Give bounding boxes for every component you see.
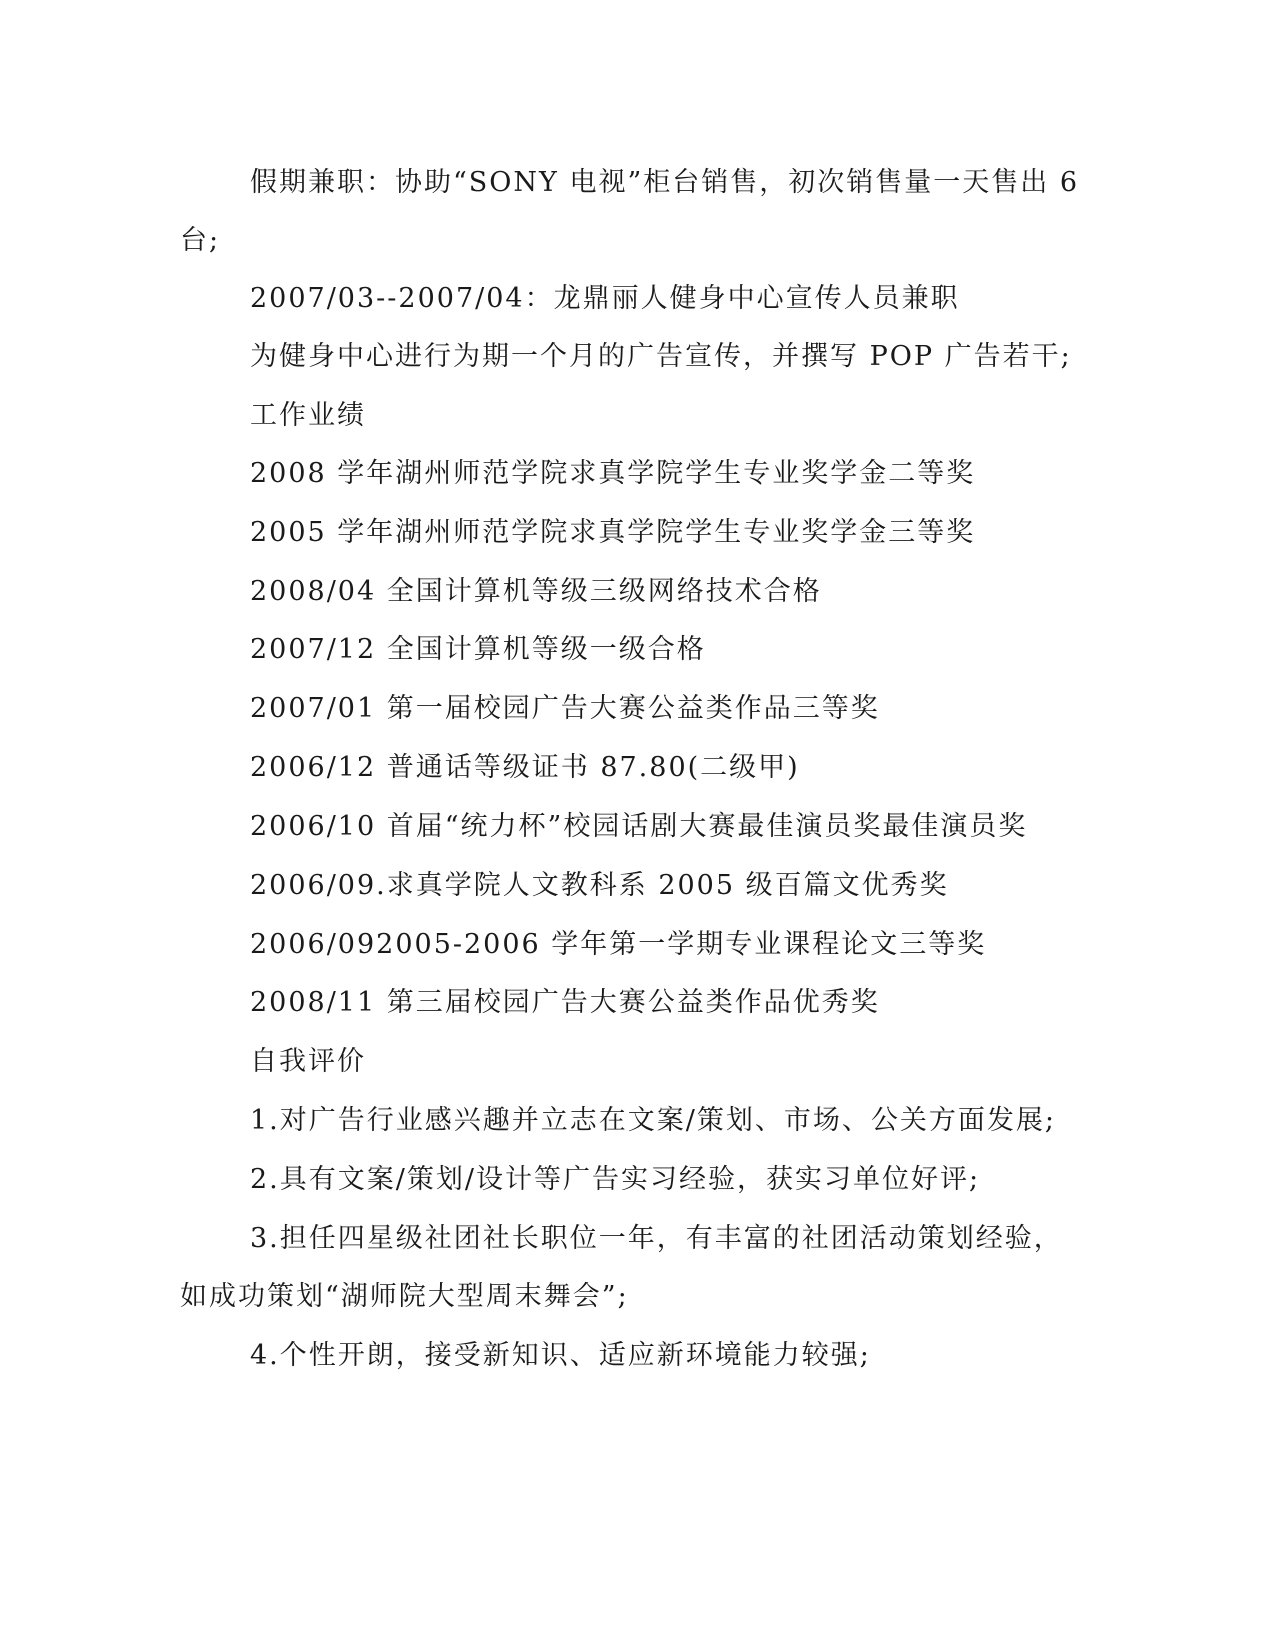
achievement-item: 2005 学年湖州师范学院求真学院学生专业奖学金三等奖: [250, 517, 976, 548]
paragraph-part-time-sony: 假期兼职：协助“SONY 电视”柜台销售，初次销售量一天售出 6: [250, 167, 1080, 198]
achievement-item: 2006/09.求真学院人文教科系 2005 级百篇文优秀奖: [250, 870, 949, 901]
achievement-item: 2008 学年湖州师范学院求真学院学生专业奖学金二等奖: [250, 458, 976, 489]
achievement-item: 2008/11 第三届校园广告大赛公益类作品优秀奖: [250, 987, 880, 1018]
section-heading-self-evaluation: 自我评价: [250, 1046, 366, 1077]
self-evaluation-item: 3.担任四星级社团社长职位一年，有丰富的社团活动策划经验，: [250, 1223, 1063, 1254]
achievement-item: 2007/01 第一届校园广告大赛公益类作品三等奖: [250, 693, 880, 724]
self-evaluation-item-continued: 如成功策划“湖师院大型周末舞会”;: [180, 1281, 629, 1312]
paragraph-fitness-center-detail: 为健身中心进行为期一个月的广告宣传，并撰写 POP 广告若干;: [250, 341, 1072, 372]
achievement-item: 2007/12 全国计算机等级一级合格: [250, 634, 706, 665]
achievement-item: 2006/10 首届“统力杯”校园话剧大赛最佳演员奖最佳演员奖: [250, 811, 1028, 842]
achievement-item: 2008/04 全国计算机等级三级网络技术合格: [250, 576, 822, 607]
self-evaluation-item: 2.具有文案/策划/设计等广告实习经验，获实习单位好评;: [250, 1164, 981, 1195]
section-heading-work-achievements: 工作业绩: [250, 400, 366, 431]
self-evaluation-item: 1.对广告行业感兴趣并立志在文案/策划、市场、公关方面发展;: [250, 1105, 1056, 1136]
paragraph-part-time-sony-continued: 台;: [180, 225, 221, 256]
paragraph-fitness-center-date: 2007/03--2007/04：龙鼎丽人健身中心宣传人员兼职: [250, 283, 960, 314]
achievement-item: 2006/092005-2006 学年第一学期专业课程论文三等奖: [250, 929, 987, 960]
achievement-item: 2006/12 普通话等级证书 87.80(二级甲): [250, 752, 800, 783]
self-evaluation-item: 4.个性开朗，接受新知识、适应新环境能力较强;: [250, 1340, 871, 1371]
